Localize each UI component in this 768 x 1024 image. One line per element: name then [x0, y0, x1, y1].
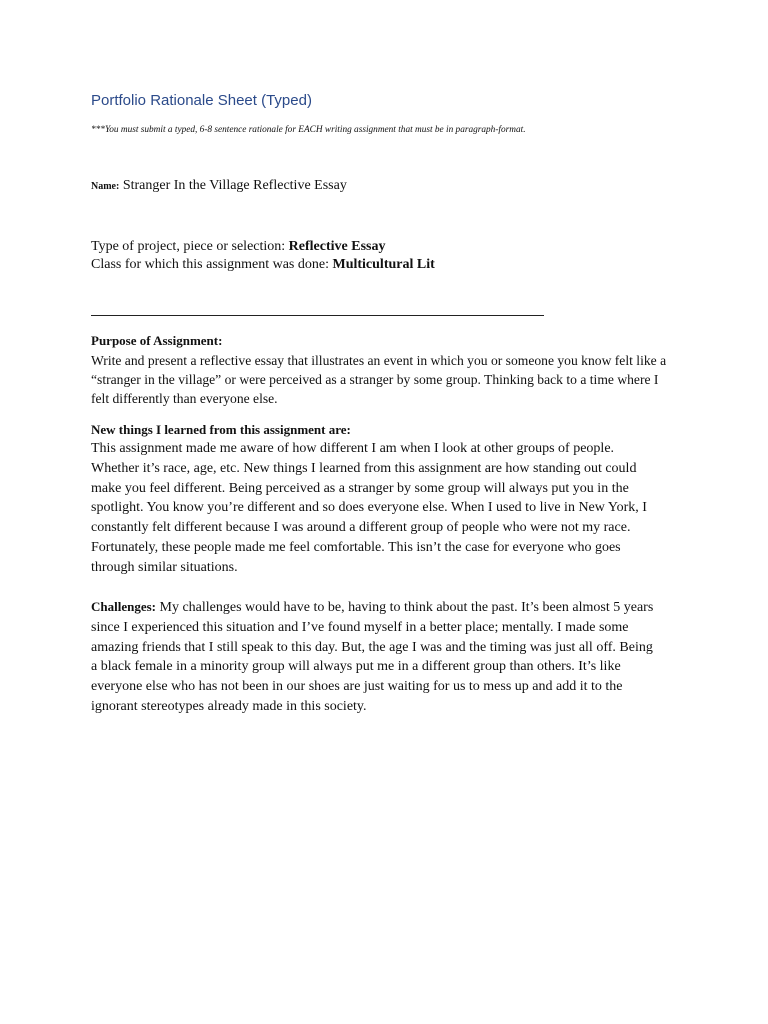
name-label: Name:: [91, 181, 120, 192]
class-value: Multicultural Lit: [332, 257, 435, 272]
purpose-heading: Purpose of Assignment:: [91, 333, 223, 348]
document-title: Portfolio Rationale Sheet (Typed): [91, 92, 312, 109]
class-line: [91, 257, 435, 273]
instruction-note: ***You must submit a typed, 6-8 sentence rationale for EACH writing assignment that must be in paragraph-format.: [91, 125, 526, 135]
learned-heading: New things I learned from this assignment are:: [91, 422, 351, 437]
challenges-text: My challenges would have to be, having to think about the past. It’s been almost 5 years since I experienced this situation and I’ve found myself in a better place; mentally. I made some amazing friends that I still speak to this day. But, the age I was and the timing was just all off. Being a black female in a minority group will always put me in a different group than others. It’s like everyone else who has not been in our shoes are just waiting for us to mess up and add it to the ignorant stereotypes already made in this society.: [91, 600, 654, 714]
project-type-value: Reflective Essay: [288, 239, 386, 254]
project-type-line: [91, 239, 385, 255]
horizontal-divider: [91, 315, 544, 316]
project-type-label: Type of project, piece or selection:: [91, 239, 289, 254]
name-value: Stranger In the Village Reflective Essay: [119, 178, 347, 193]
challenges-label: Challenges:: [91, 599, 156, 614]
name-line: [91, 178, 347, 194]
learned-text: This assignment made me aware of how different I am when I look at other groups of people. Whether it’s race, age, etc. New things I learned from this assignment are how standing out could make you feel different. Being perceived as a stranger by some group will always put you in the spotlight. You know you’re different and so does everyone else. When I used to live in New York, I constantly felt different because I was around a different group of people who were not my race. Fortunately, these people made me feel comfortable. This isn’t the case for everyone who goes through similar situations.: [91, 441, 647, 575]
class-label: Class for which this assignment was done:: [91, 257, 333, 272]
challenges-paragraph: [91, 597, 691, 717]
purpose-text: Write and present a reflective essay that illustrates an event in which you or someone you know felt like a “stranger in the village” or were perceived as a stranger by some group. Thinking back to a time where I felt differently than everyone else.: [91, 353, 667, 406]
